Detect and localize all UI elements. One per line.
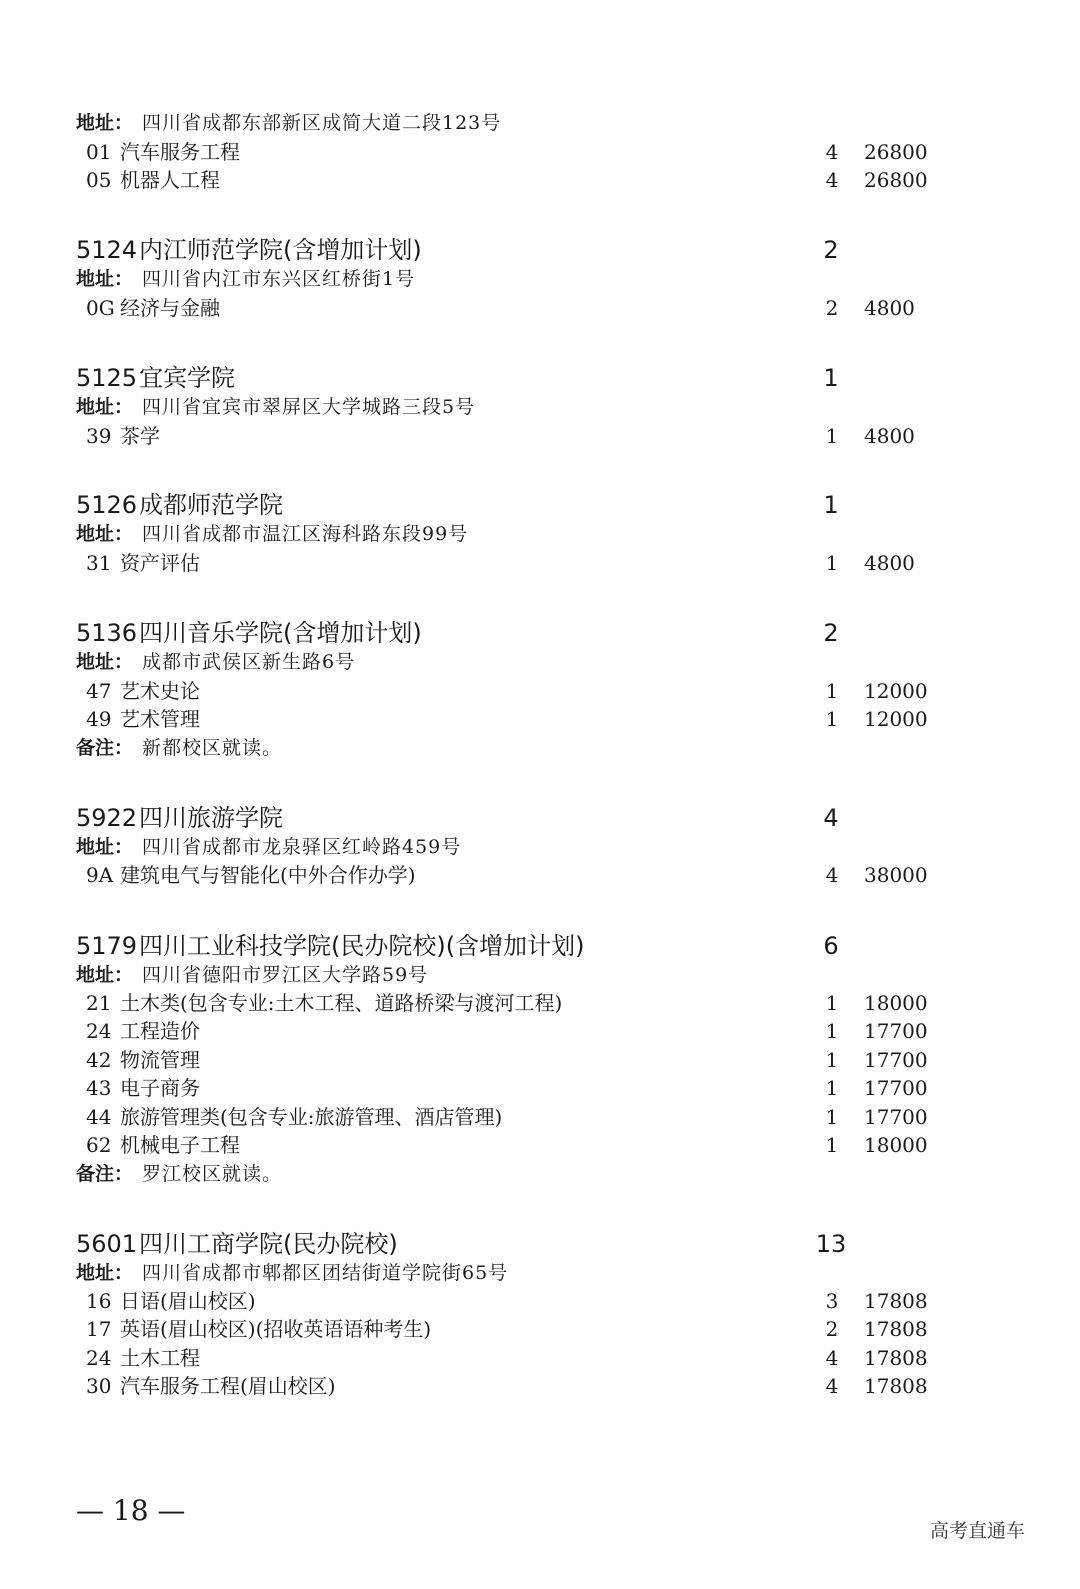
major-name: 工程造价 (120, 1019, 200, 1043)
major-tuition: 12000 (864, 679, 928, 703)
institution-code: 5601 (76, 1230, 138, 1258)
institution-address (0, 962, 1080, 988)
major-row (0, 550, 1080, 577)
institution-plan-count: 13 (815, 1230, 847, 1258)
major-code: 39 (86, 424, 112, 448)
major-name: 物流管理 (120, 1048, 200, 1072)
major-code: 62 (86, 1133, 112, 1157)
major-code: 43 (86, 1076, 112, 1100)
major-code: 49 (86, 707, 112, 731)
institution-note (0, 735, 1080, 761)
major-plan-count: 1 (825, 1019, 839, 1043)
institution-name: 成都师范学院 (139, 491, 283, 519)
note-label: 备注： (76, 737, 134, 759)
note-text: 新都校区就读。 (142, 737, 283, 759)
major-name: 土木工程 (120, 1346, 200, 1370)
major-name: 机器人工程 (120, 168, 220, 192)
institution-name: 宜宾学院 (139, 364, 235, 392)
institution-header (0, 490, 1080, 520)
address-label: 地址： (76, 1262, 134, 1284)
major-tuition: 17808 (864, 1374, 928, 1398)
major-code: 24 (86, 1346, 112, 1370)
major-name: 英语(眉山校区)(招收英语语种考生) (120, 1317, 432, 1341)
major-name: 日语(眉山校区) (120, 1289, 256, 1313)
major-code: 47 (86, 679, 112, 703)
major-plan-count: 4 (825, 1374, 839, 1398)
major-plan-count: 2 (825, 296, 839, 320)
major-name: 汽车服务工程(眉山校区) (120, 1374, 336, 1398)
address-label: 地址： (76, 396, 134, 418)
address-label: 地址： (76, 964, 134, 986)
major-plan-count: 1 (825, 1105, 839, 1129)
major-row (0, 1288, 1080, 1315)
major-row (0, 706, 1080, 733)
institution-address (0, 834, 1080, 860)
major-row (0, 1373, 1080, 1400)
major-row (0, 862, 1080, 889)
major-tuition: 17808 (864, 1317, 928, 1341)
major-code: 30 (86, 1374, 112, 1398)
major-tuition: 26800 (864, 140, 928, 164)
major-tuition: 4800 (864, 551, 915, 575)
major-tuition: 17700 (864, 1105, 928, 1129)
major-row (0, 1345, 1080, 1372)
major-code: 31 (86, 551, 112, 575)
major-row (0, 423, 1080, 450)
institution-address (0, 266, 1080, 292)
major-name: 土木类(包含专业:土木工程、道路桥梁与渡河工程) (120, 991, 563, 1015)
major-tuition: 18000 (864, 991, 928, 1015)
major-name: 机械电子工程 (120, 1133, 240, 1157)
institution-address (0, 394, 1080, 420)
major-name: 资产评估 (120, 551, 200, 575)
major-name: 艺术史论 (120, 679, 200, 703)
major-row (0, 139, 1080, 166)
institution-name: 四川音乐学院(含增加计划) (139, 619, 422, 647)
major-plan-count: 4 (825, 168, 839, 192)
major-plan-count: 1 (825, 424, 839, 448)
institution-header (0, 235, 1080, 265)
major-row (0, 1047, 1080, 1074)
address-label: 地址： (76, 651, 134, 673)
institution-plan-count: 6 (823, 932, 839, 960)
institution-plan-count: 1 (823, 491, 839, 519)
major-plan-count: 1 (825, 707, 839, 731)
watermark: 高考直通车 (930, 1520, 1026, 1542)
institution-header (0, 803, 1080, 833)
institution-name: 内江师范学院(含增加计划) (139, 236, 422, 264)
institution-plan-count: 2 (823, 236, 839, 264)
major-tuition: 26800 (864, 168, 928, 192)
major-row (0, 1316, 1080, 1343)
institution-name: 四川旅游学院 (139, 804, 283, 832)
major-row (0, 295, 1080, 322)
note-text: 罗江校区就读。 (142, 1163, 283, 1185)
major-tuition: 17700 (864, 1048, 928, 1072)
institution-header (0, 363, 1080, 393)
major-tuition: 4800 (864, 424, 915, 448)
address-text: 四川省宜宾市翠屏区大学城路三段5号 (142, 396, 476, 418)
major-code: 17 (86, 1317, 112, 1341)
institution-address (0, 649, 1080, 675)
major-plan-count: 1 (825, 1048, 839, 1072)
major-row (0, 1018, 1080, 1045)
major-tuition: 38000 (864, 863, 928, 887)
institution-code: 5126 (76, 491, 138, 519)
address-text: 成都市武侯区新生路6号 (142, 651, 356, 673)
major-row (0, 678, 1080, 705)
address-label: 地址： (76, 112, 134, 134)
institution-plan-count: 2 (823, 619, 839, 647)
major-tuition: 12000 (864, 707, 928, 731)
major-name: 艺术管理 (120, 707, 200, 731)
major-code: 05 (86, 168, 112, 192)
major-tuition: 17808 (864, 1289, 928, 1313)
major-plan-count: 1 (825, 1076, 839, 1100)
institution-code: 5136 (76, 619, 138, 647)
institution-note (0, 1161, 1080, 1187)
institution-code: 5922 (76, 804, 138, 832)
major-name: 经济与金融 (120, 296, 220, 320)
page-number: — 18 — (76, 1494, 186, 1527)
address-text: 四川省成都市龙泉驿区红岭路459号 (142, 836, 462, 858)
address-text: 四川省成都东部新区成简大道二段123号 (142, 112, 502, 134)
institution-name: 四川工业科技学院(民办院校)(含增加计划) (139, 932, 585, 960)
major-row (0, 167, 1080, 194)
major-plan-count: 4 (825, 1346, 839, 1370)
institution-address (0, 521, 1080, 547)
major-code: 16 (86, 1289, 112, 1313)
major-plan-count: 4 (825, 863, 839, 887)
major-row (0, 1132, 1080, 1159)
major-row (0, 1075, 1080, 1102)
major-row (0, 1104, 1080, 1131)
address-text: 四川省成都市温江区海科路东段99号 (142, 523, 469, 545)
address-label: 地址： (76, 268, 134, 290)
institution-header (0, 1229, 1080, 1259)
major-plan-count: 4 (825, 140, 839, 164)
institution-plan-count: 4 (823, 804, 839, 832)
institution-address (0, 1260, 1080, 1286)
major-plan-count: 1 (825, 679, 839, 703)
major-plan-count: 1 (825, 1133, 839, 1157)
institution-name: 四川工商学院(民办院校) (139, 1230, 398, 1258)
major-code: 21 (86, 991, 112, 1015)
institution-code: 5124 (76, 236, 138, 264)
major-tuition: 17808 (864, 1346, 928, 1370)
address-label: 地址： (76, 836, 134, 858)
major-plan-count: 1 (825, 551, 839, 575)
institution-header (0, 618, 1080, 648)
address-text: 四川省德阳市罗江区大学路59号 (142, 964, 429, 986)
major-code: 01 (86, 140, 112, 164)
major-plan-count: 3 (825, 1289, 839, 1313)
institution-header (0, 931, 1080, 961)
note-label: 备注： (76, 1163, 134, 1185)
major-tuition: 17700 (864, 1019, 928, 1043)
major-name: 茶学 (120, 424, 160, 448)
major-code: 9A (86, 863, 114, 887)
institution-code: 5125 (76, 364, 138, 392)
address-label: 地址： (76, 523, 134, 545)
major-name: 电子商务 (120, 1076, 200, 1100)
major-code: 24 (86, 1019, 112, 1043)
address-text: 四川省内江市东兴区红桥街1号 (142, 268, 416, 290)
major-plan-count: 1 (825, 991, 839, 1015)
institution-code: 5179 (76, 932, 138, 960)
major-code: 42 (86, 1048, 112, 1072)
major-tuition: 17700 (864, 1076, 928, 1100)
major-code: 44 (86, 1105, 112, 1129)
institution-address (0, 110, 1080, 136)
major-row (0, 990, 1080, 1017)
institution-plan-count: 1 (823, 364, 839, 392)
major-code: 0G (86, 296, 115, 320)
major-plan-count: 2 (825, 1317, 839, 1341)
major-tuition: 4800 (864, 296, 915, 320)
major-name: 旅游管理类(包含专业:旅游管理、酒店管理) (120, 1105, 503, 1129)
major-tuition: 18000 (864, 1133, 928, 1157)
major-name: 汽车服务工程 (120, 140, 240, 164)
major-name: 建筑电气与智能化(中外合作办学) (120, 863, 416, 887)
address-text: 四川省成都市郫都区团结街道学院街65号 (142, 1262, 509, 1284)
